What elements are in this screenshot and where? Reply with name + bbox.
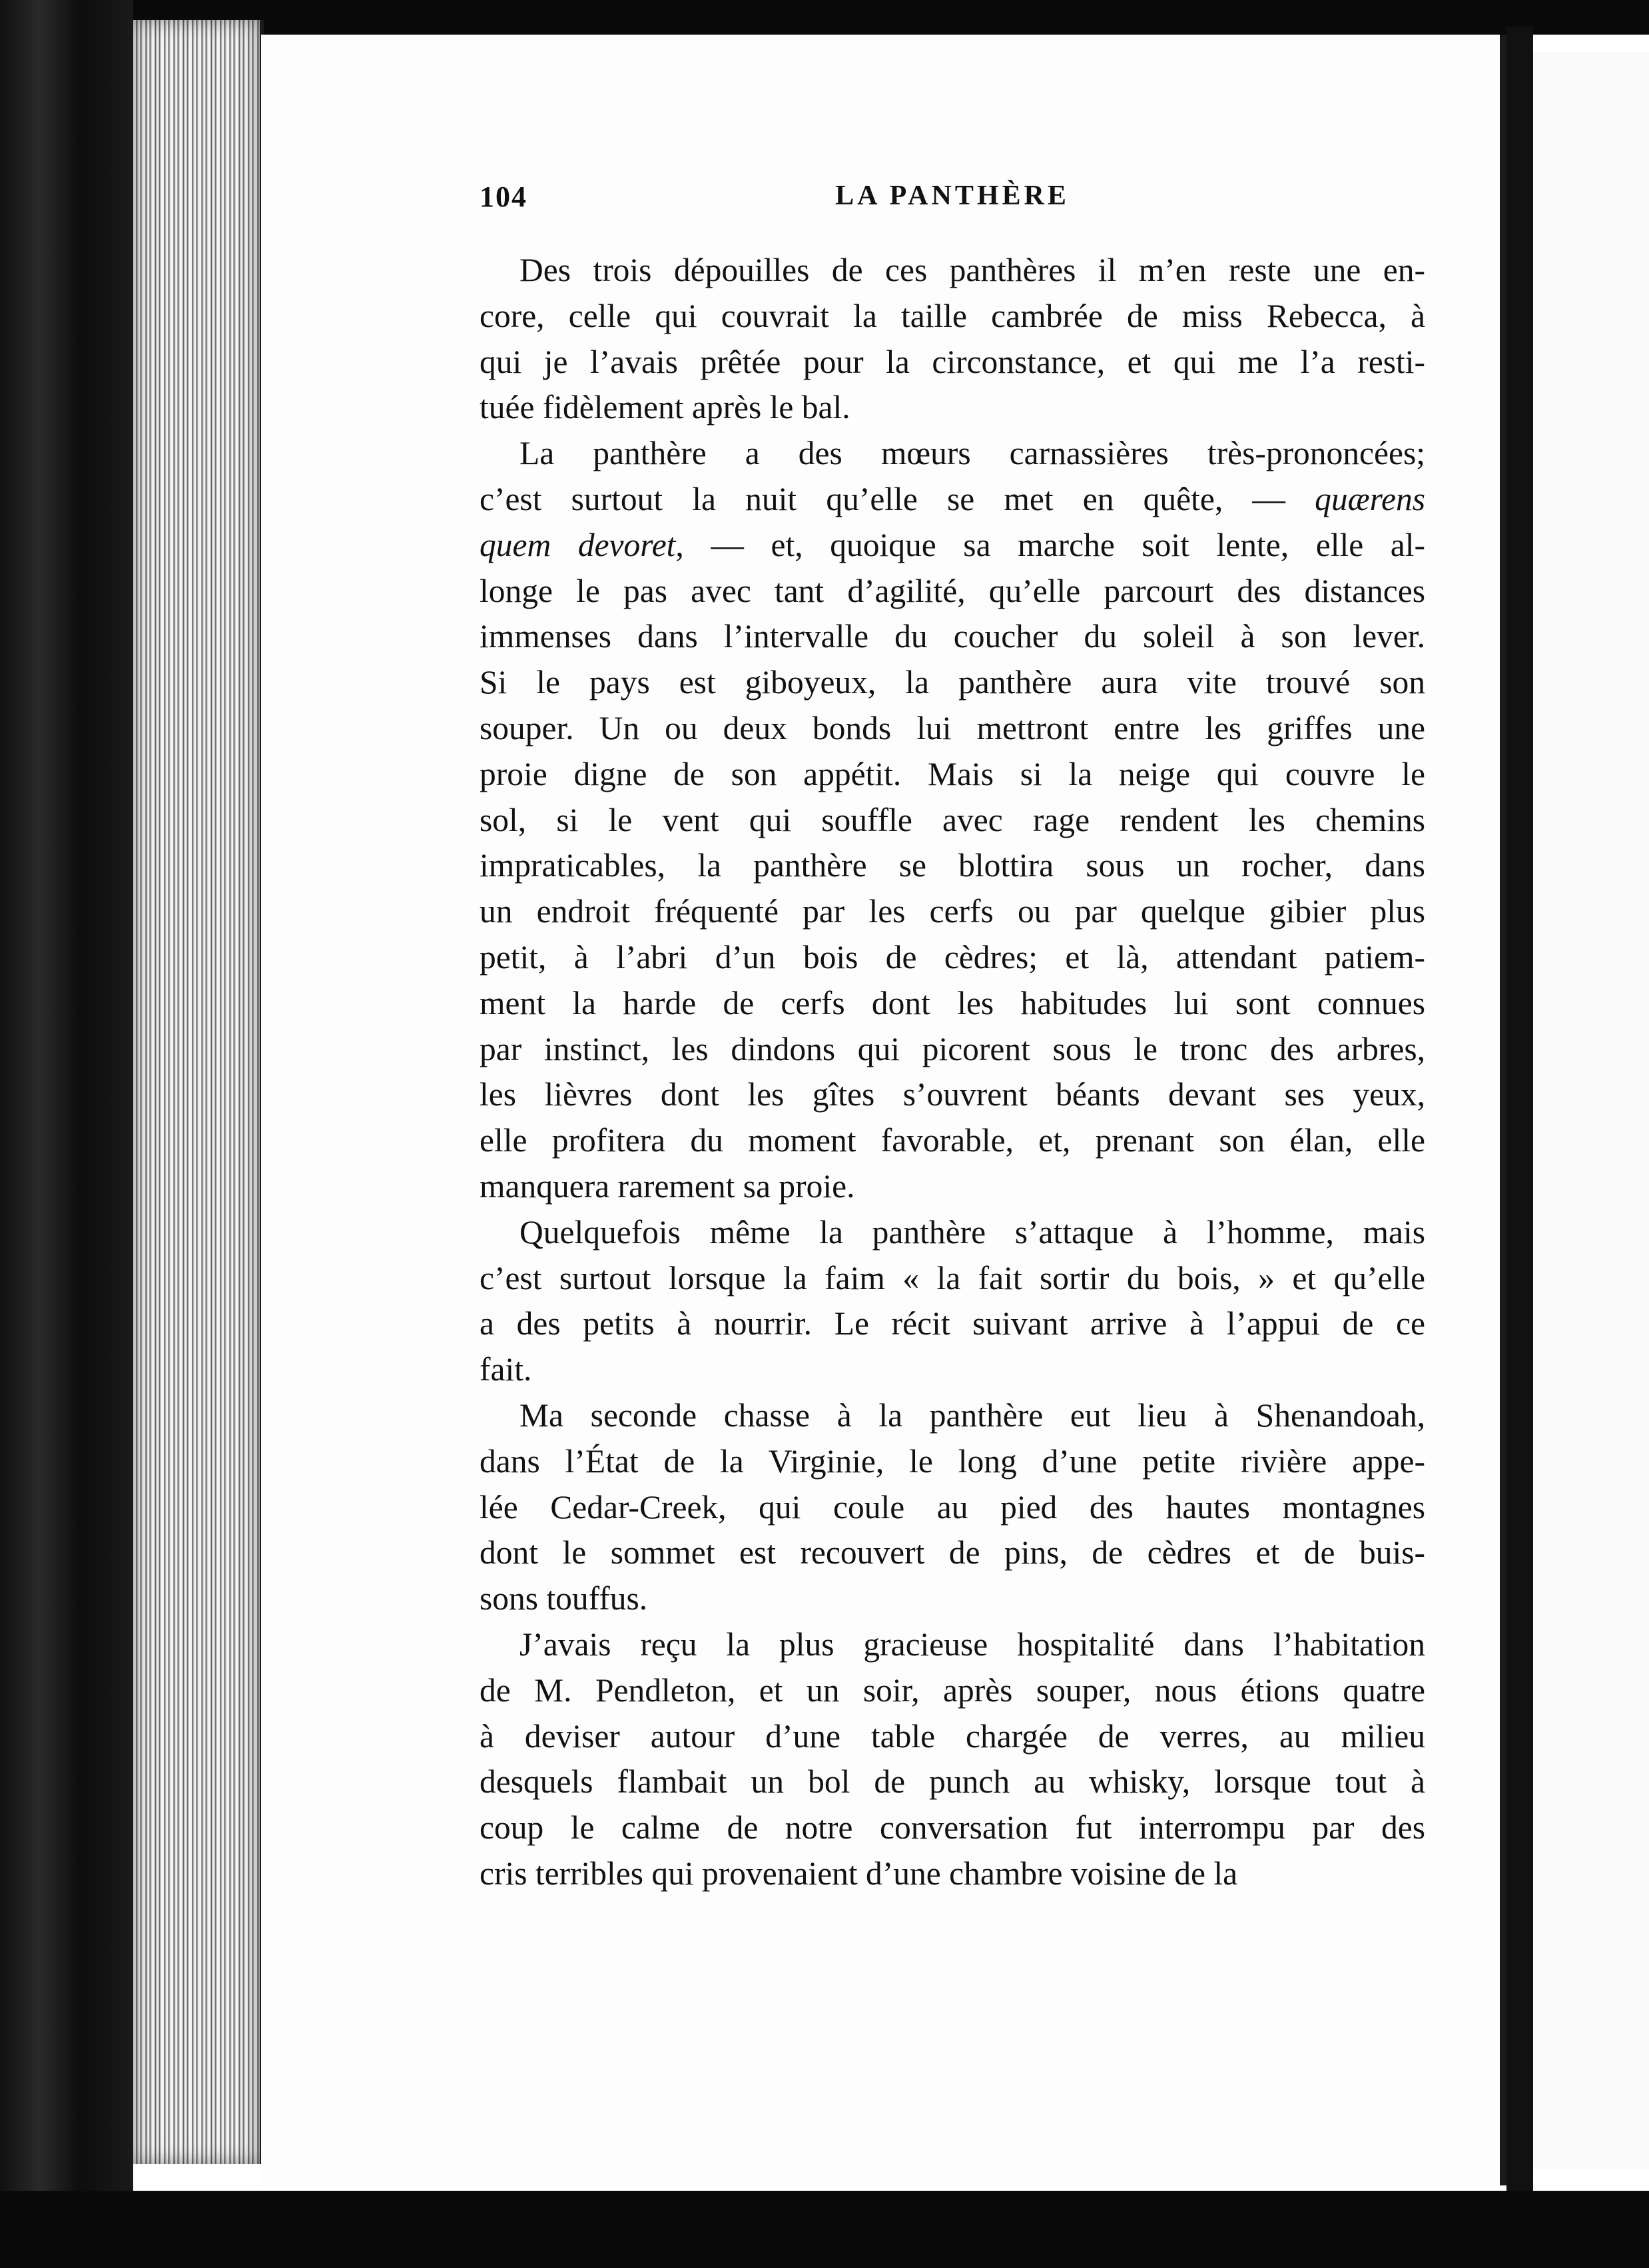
text-line: par instinct, les dindons qui picorent sous le tronc des arbres, [480, 1030, 1425, 1067]
scan-border-left [0, 0, 133, 2268]
text-line: desquels flambait un bol de punch au whisky, lorsque tout à [480, 1763, 1425, 1801]
book-page-edges [133, 20, 264, 2164]
text-line: c’est surtout lorsque la faim « la fait sortir du bois, » et qu’elle [480, 1259, 1425, 1296]
text-line: cris terribles qui provenaient d’une chambre voisine de la [480, 1854, 1238, 1892]
facing-page-edge [1533, 52, 1649, 2169]
running-title: LA PANTHÈRE [835, 180, 1070, 211]
text-line: coup le calme de notre conversation fut interrompu par des [480, 1809, 1425, 1846]
text-line: Ma seconde chasse à la panthère eut lieu à Shenandoah, [519, 1396, 1425, 1434]
body-text [480, 248, 1425, 1897]
paragraph [480, 1210, 1425, 1393]
text-line: core, celle qui couvrait la taille cambrée de miss Rebecca, à [480, 297, 1425, 334]
text-line: impraticables, la panthère se blottira sous un rocher, dans [480, 847, 1425, 884]
text-line: ment la harde de cerfs dont les habitudes lui sont connues [480, 984, 1425, 1021]
text-line: de M. Pendleton, et un soir, après souper, nous étions quatre [480, 1671, 1425, 1709]
text-line: Quelquefois même la panthère s’attaque à l’homme, mais [519, 1213, 1425, 1251]
text-line: un endroit fréquenté par les cerfs ou par quelque gibier plus [480, 893, 1425, 930]
page-number: 104 [480, 180, 527, 213]
text-line: petit, à l’abri d’un bois de cèdres; et là, attendant patiem- [480, 938, 1425, 976]
paragraph [480, 248, 1425, 431]
paragraph [480, 1622, 1425, 1897]
text-line: Des trois dépouilles de ces panthères il m’en reste une en- [519, 252, 1425, 288]
text-line: immenses dans l’intervalle du coucher du soleil à son lever. [480, 618, 1425, 655]
text-line: sol, si le vent qui souffle avec rage rendent les chemins [480, 801, 1425, 838]
text-line: dont le sommet est recouvert de pins, de cèdres et de buis- [480, 1534, 1425, 1571]
text-line: souper. Un ou deux bonds lui mettront entre les griffes une [480, 709, 1425, 746]
paragraph [480, 1393, 1425, 1622]
text-line: proie digne de son appétit. Mais si la neige qui couvre le [480, 755, 1425, 792]
text-line: manquera rarement sa proie. [480, 1167, 855, 1205]
text-line: dans l’État de la Virginie, le long d’une petite rivière appe- [480, 1442, 1425, 1480]
text-line: a des petits à nourrir. Le récit suivant arrive à l’appui de ce [480, 1305, 1425, 1342]
text-line: quem devoret, — et, quoique sa marche soit lente, elle al- [480, 526, 1425, 563]
text-line: les lièvres dont les gîtes s’ouvrent béants devant ses yeux, [480, 1076, 1425, 1113]
text-line: qui je l’avais prêtée pour la circonstance, et qui me l’a resti- [480, 343, 1425, 380]
text-line: lée Cedar-Creek, qui coule au pied des hautes montagnes [480, 1488, 1425, 1526]
book-gutter [1506, 27, 1533, 2191]
text-line: La panthère a des mœurs carnassières très-prononcées; [519, 435, 1425, 472]
paragraph [480, 431, 1425, 1210]
text-line: fait. [480, 1351, 532, 1388]
text-line: elle profitera du moment favorable, et, prenant son élan, elle [480, 1122, 1425, 1159]
text-line: c’est surtout la nuit qu’elle se met en quête, — quærens [480, 480, 1425, 517]
text-line: Si le pays est giboyeux, la panthère aura vite trouvé son [480, 664, 1425, 701]
scan-border-bottom [0, 2191, 1649, 2268]
text-line: J’avais reçu la plus gracieuse hospitalité dans l’habitation [519, 1625, 1425, 1663]
text-line: tuée fidèlement après le bal. [480, 389, 850, 426]
page-header [480, 180, 1425, 226]
text-line: sons touffus. [480, 1580, 648, 1617]
text-line: à deviser autour d’une table chargée de verres, au milieu [480, 1717, 1425, 1755]
text-line: longe le pas avec tant d’agilité, qu’elle parcourt des distances [480, 572, 1425, 609]
